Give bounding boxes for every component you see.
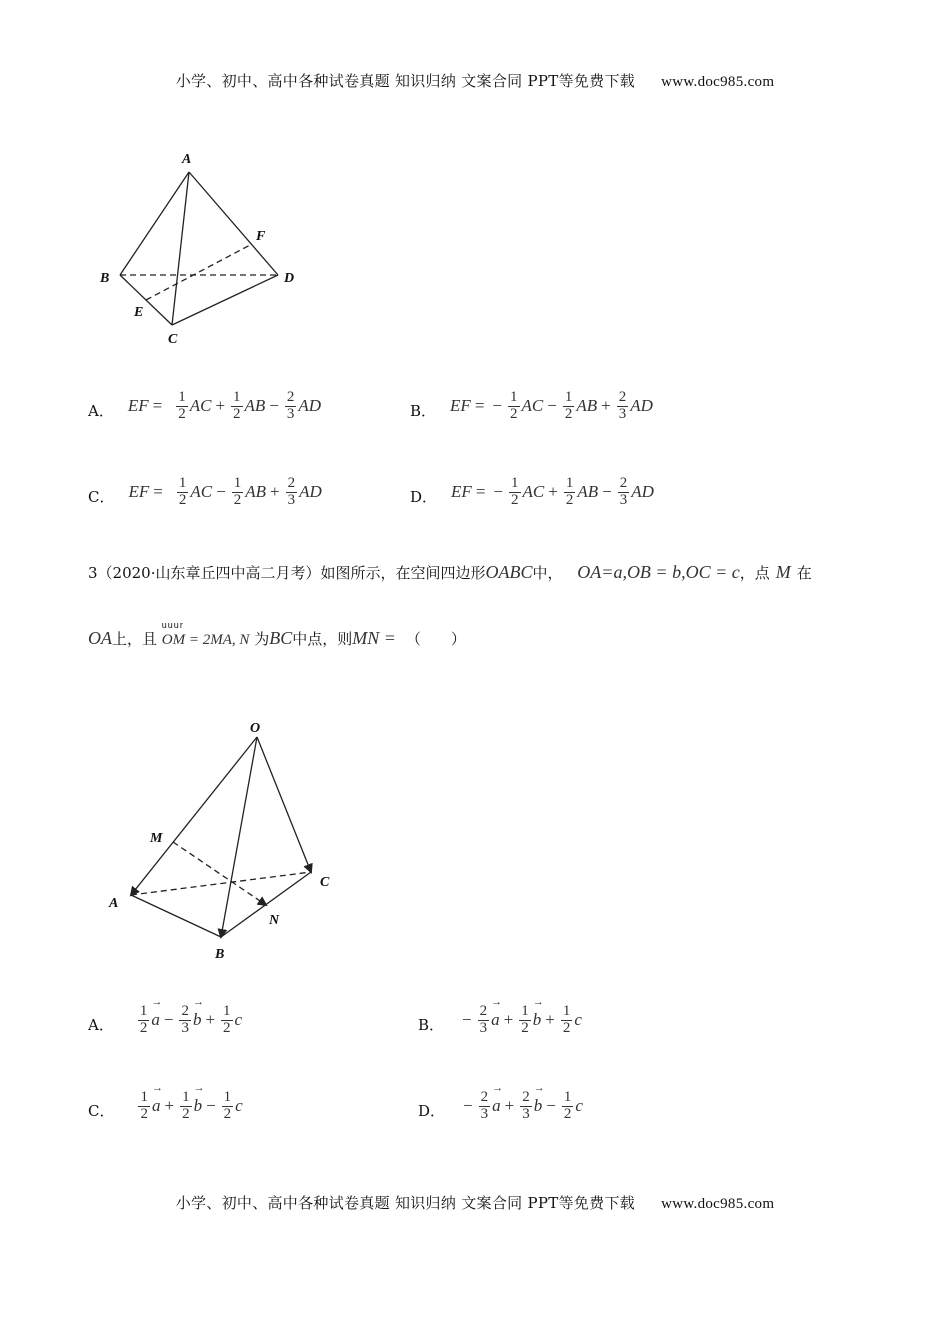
q3-option-c[interactable] [88,1082,243,1123]
label-a: A [109,896,119,911]
option-formula: − $\frac{2}{3}$ → a + $\frac{2}{3}$ → b − $\frac{1}{2}$ c [463,1082,583,1122]
option-label: D． [418,1101,446,1120]
q2-option-c[interactable] [88,476,322,509]
space-quadrilateral-figure [95,715,355,970]
header-site: www.doc985.com [661,74,775,90]
option-formula: $\frac{1}{2}$ → a + $\frac{1}{2}$ → b − $\frac{1}{2}$ c [140,1082,243,1122]
option-formula: EF = $\frac{1}{2}$ AC + $\frac{1}{2}$ AB − $\frac{2}{3}$ AD [127,389,322,422]
option-formula: − $\frac{2}{3}$ → a + $\frac{1}{2}$ → b + $\frac{1}{2}$ c [462,996,582,1036]
edge-ac [172,172,189,325]
edge-ad [189,172,278,275]
label-m: M [150,831,163,846]
label-a: A [182,152,192,167]
q3-stem-line1: 3（2020·山东章丘四中高二月考）如图所示，在空间四边形OABC中， OA=a,OB = b,OC = c，点 M 在 [88,562,812,582]
option-formula: EF = − $\frac{1}{2}$ AC + $\frac{1}{2}$ AB − $\frac{2}{3}$ AD [451,475,654,508]
label-f: F [256,229,266,244]
header-text: 小学、初中、高中各种试卷真题 知识归纳 文案合同 PPT等免费下载 [175,72,636,90]
option-label: C． [88,1101,115,1120]
segment-ef [146,244,252,300]
option-label: A． [88,1015,114,1034]
q2-option-b[interactable] [410,390,653,423]
label-b: B [100,271,110,286]
edge-cd [172,275,278,325]
label-e: E [134,305,144,320]
q2-option-a[interactable] [88,390,321,423]
option-formula: $\frac{1}{2}$ → a − $\frac{2}{3}$ → b + $\frac{1}{2}$ c [139,996,243,1036]
q3-option-b[interactable] [418,996,582,1037]
footer-text: 小学、初中、高中各种试卷真题 知识归纳 文案合同 PPT等免费下载 [175,1194,636,1212]
page-header [0,70,950,91]
option-label: D． [410,487,438,506]
option-formula: EF = − $\frac{1}{2}$ AC − $\frac{1}{2}$ AB + $\frac{2}{3}$ AD [450,389,653,422]
label-d: D [284,271,295,286]
vector-oa [131,737,257,895]
vector-oc [257,737,311,872]
edge-ab [131,895,221,937]
label-o: O [250,721,261,736]
tetrahedron-figure [90,145,320,350]
label-c: C [168,332,178,347]
q3-option-a[interactable] [88,996,243,1037]
q3-option-d[interactable] [418,1082,583,1123]
option-formula: EF = $\frac{1}{2}$ AC − $\frac{1}{2}$ AB + $\frac{2}{3}$ AD [128,475,322,508]
option-label: B． [418,1015,445,1034]
vector-ob [221,737,257,937]
page-footer [0,1192,950,1213]
label-n: N [269,913,280,928]
vector-mn [173,842,266,905]
label-c: C [320,875,330,890]
footer-site: www.doc985.com [661,1196,775,1212]
q2-option-d[interactable] [410,476,654,509]
q3-stem-line2: OA上，且 uuur OM = 2MA, N 为BC中点，则MN = （ ） [88,620,466,648]
option-label: A． [88,401,114,420]
label-b: B [215,947,225,962]
option-label: B． [410,401,437,420]
option-label: C． [88,487,115,506]
